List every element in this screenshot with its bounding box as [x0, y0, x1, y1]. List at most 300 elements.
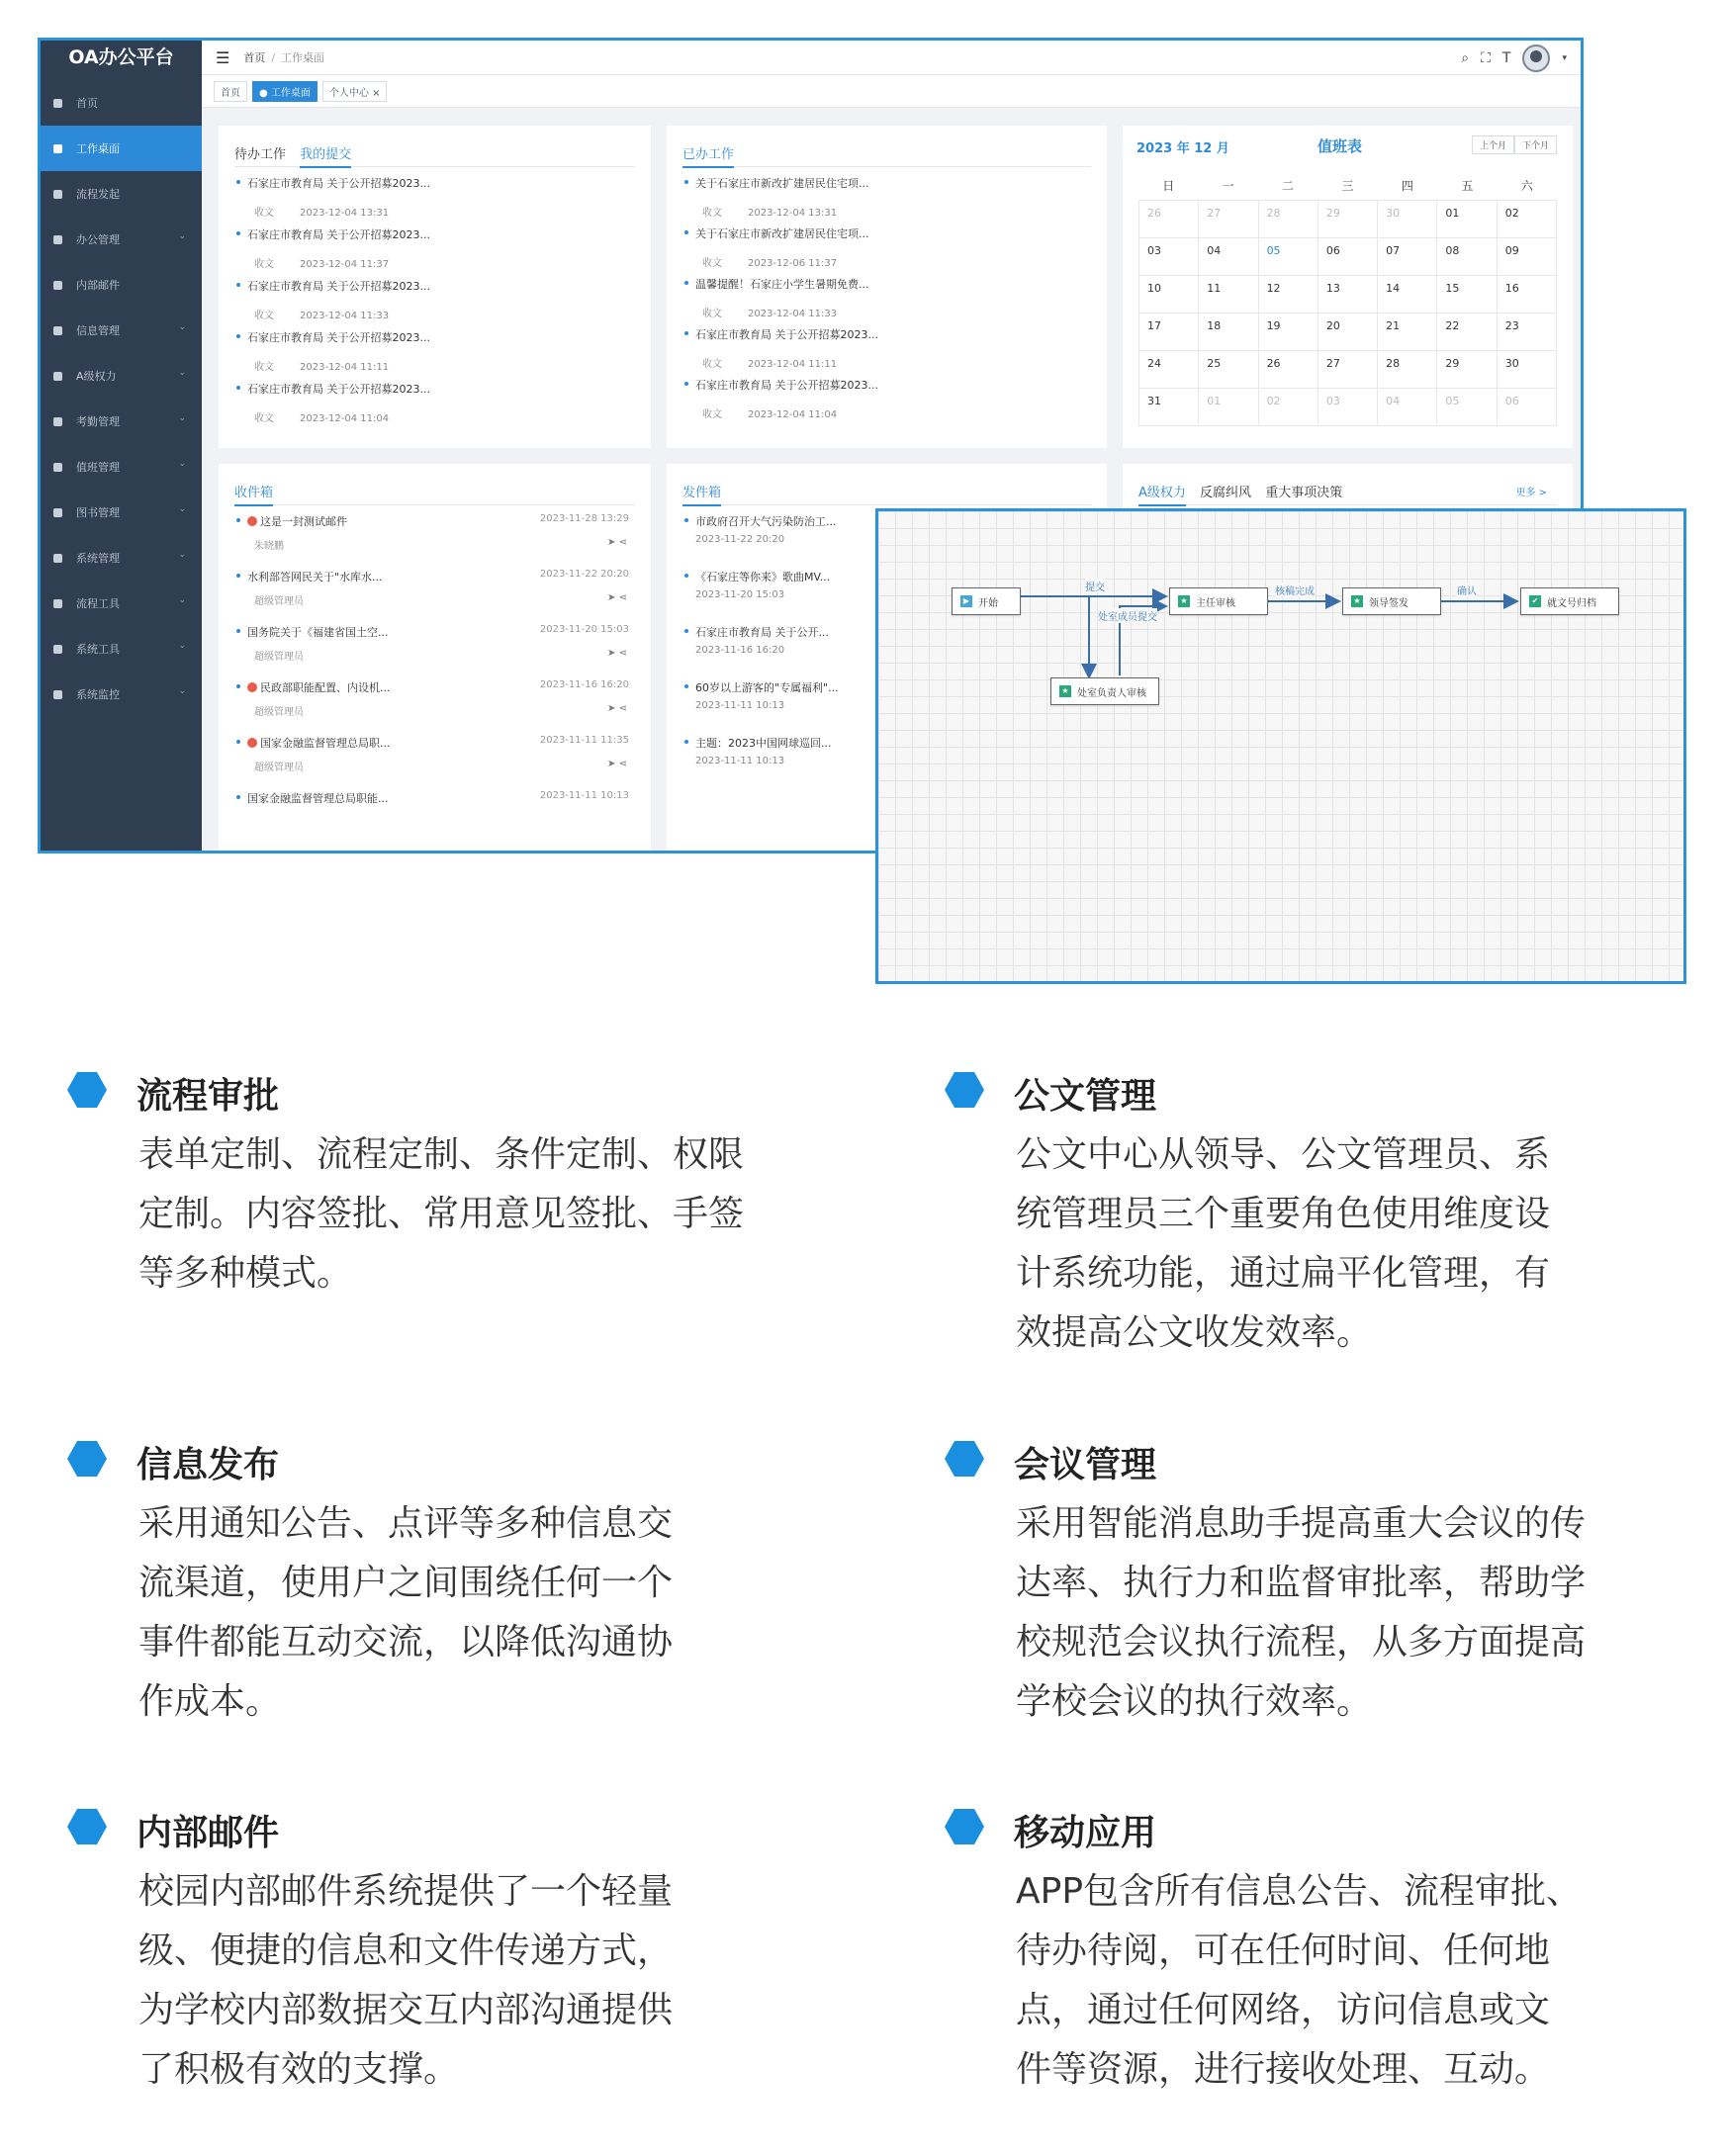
feature-block	[67, 1437, 760, 1744]
item-time: 2023-12-04 11:37	[300, 259, 390, 270]
send-icon	[53, 190, 62, 199]
edge-label-submit: 提交	[1085, 579, 1105, 593]
node-label: 主任审核	[1196, 597, 1235, 609]
feature-line: 统管理员三个重要角色使用维度设	[1016, 1194, 1551, 1234]
sidebar-item-label: 办公管理	[76, 233, 120, 246]
sidebar-item[interactable]	[41, 626, 202, 672]
node-label: 就文号归档	[1547, 597, 1596, 609]
sidebar-item-label: 系统工具	[76, 643, 120, 656]
sidebar-item-label: 系统监控	[76, 688, 120, 701]
edge-label-section-submit: 处室成员提交	[1098, 608, 1157, 623]
tab-a-level-power[interactable]: A级权力	[1138, 486, 1186, 506]
item-type: 收文	[702, 258, 722, 269]
send-icon[interactable]: ➤	[607, 537, 616, 548]
mail-actions	[607, 703, 627, 714]
sidebar-item[interactable]	[41, 444, 202, 490]
hexagon-icon	[945, 1807, 984, 1846]
calendar-day[interactable]: 24	[1139, 351, 1199, 389]
feature-title: 流程审批	[136, 1076, 280, 1117]
mail-sender: 超级管理员	[254, 707, 304, 718]
feature-line: 流渠道，使用户之间围绕任何一个	[138, 1563, 674, 1603]
sidebar-item-label: 系统管理	[76, 552, 120, 565]
item-time: 2023-12-04 13:31	[748, 208, 838, 219]
chevron-down-icon: ⌄	[178, 231, 186, 241]
send-icon[interactable]: ➤	[607, 648, 616, 659]
tab-inbox[interactable]: 收件箱	[234, 486, 273, 506]
share-icon[interactable]: ⋖	[615, 648, 627, 659]
sidebar-item[interactable]	[41, 672, 202, 717]
key-icon	[53, 372, 62, 381]
send-icon[interactable]: ➤	[607, 703, 616, 714]
globe-icon	[53, 326, 62, 335]
list-item[interactable]	[236, 624, 637, 679]
tab-done-work[interactable]: 已办工作	[682, 147, 734, 168]
sidebar-item[interactable]	[41, 262, 202, 308]
feature-line: 为学校内部数据交互内部沟通提供	[138, 1990, 674, 2030]
sidebar-item-label: 工作桌面	[76, 142, 120, 155]
feature-line: 计系统功能，通过扁平化管理，有	[1016, 1253, 1551, 1294]
item-title[interactable]: 关于石家庄市新改扩建居民住宅项...	[684, 225, 1093, 241]
chevron-down-icon: ⌄	[178, 322, 186, 332]
header-tools	[1461, 45, 1567, 72]
done-work-card	[667, 126, 1107, 448]
item-title[interactable]: 石家庄市教育局 关于公开招募2023...	[236, 226, 637, 242]
sidebar-item[interactable]	[41, 308, 202, 353]
sidebar-item[interactable]	[41, 535, 202, 581]
mail-subject: 民政部职能配置、内设机...	[260, 681, 391, 694]
item-time: 2023-12-04 11:04	[748, 409, 838, 420]
sidebar-item[interactable]	[41, 126, 202, 171]
feature-line: 等多种模式。	[138, 1253, 353, 1294]
breadcrumb-current: 工作桌面	[281, 51, 325, 64]
item-type: 收文	[702, 409, 722, 420]
item-title[interactable]: 石家庄市教育局 关于公开招募2023...	[684, 326, 1093, 342]
mail-sender: 超级管理员	[254, 652, 304, 663]
calendar-day[interactable]: 05	[1259, 238, 1318, 276]
hamburger-menu-icon[interactable]: ☰	[216, 47, 230, 67]
feature-description	[1016, 1494, 1586, 1732]
calendar-day[interactable]: 28	[1259, 201, 1318, 238]
tab-todo[interactable]: 待办工作	[234, 147, 287, 162]
sidebar-item-label: 流程工具	[76, 597, 120, 610]
feature-title: 公文管理	[1014, 1076, 1157, 1117]
item-time: 2023-12-04 11:11	[748, 359, 838, 370]
prev-month-button[interactable]: 上个月	[1472, 135, 1514, 154]
sidebar-item[interactable]	[41, 490, 202, 535]
feature-block	[945, 1805, 1637, 2111]
feature-line: 学校会议的执行效率。	[1016, 1681, 1373, 1722]
node-label: 处室负责人审核	[1077, 687, 1146, 699]
calendar-day[interactable]: 08	[1437, 238, 1497, 276]
mail-icon	[53, 281, 62, 290]
calendar-grid	[1138, 200, 1557, 426]
item-time: 2023-12-04 11:33	[300, 311, 390, 321]
copy-icon	[53, 235, 62, 244]
weekday-label: 日	[1162, 179, 1175, 193]
item-time: 2023-12-04 13:31	[300, 208, 390, 219]
calendar-day[interactable]: 26	[1139, 201, 1199, 238]
item-time: 2023-12-04 11:11	[300, 362, 390, 373]
sidebar-item-label: 流程发起	[76, 188, 120, 201]
workflow-designer	[875, 508, 1686, 984]
sidebar-item[interactable]	[41, 217, 202, 262]
list-item[interactable]	[236, 278, 637, 329]
tool-icon	[53, 599, 62, 608]
feature-line: APP包含所有信息公告、流程审批、	[1016, 1871, 1583, 1912]
breadcrumb-home[interactable]: 首页	[243, 51, 266, 64]
calendar-day[interactable]: 30	[1378, 201, 1437, 238]
mail-time: 2023-11-22 20:20	[539, 569, 629, 580]
feature-line: 公文中心从领导、公文管理员、系	[1016, 1134, 1551, 1175]
flag-icon	[247, 516, 257, 526]
calendar-day[interactable]: 29	[1318, 201, 1378, 238]
flow-node-director[interactable]	[1169, 587, 1268, 615]
mail-time: 2023-11-11 11:35	[539, 735, 629, 746]
calendar-day[interactable]: 06	[1498, 389, 1557, 426]
item-meta	[684, 254, 1093, 269]
item-title[interactable]: 关于石家庄市新改扩建居民住宅项...	[684, 175, 1093, 191]
tag-item[interactable]: 首页	[214, 81, 247, 102]
item-title[interactable]: 石家庄市教育局 关于公开招募2023...	[236, 329, 637, 345]
calendar-day[interactable]: 07	[1378, 238, 1437, 276]
flag-icon	[247, 738, 257, 748]
feature-line: 采用通知公告、点评等多种信息交	[138, 1503, 674, 1544]
mail-sender: 超级管理员	[254, 763, 304, 773]
item-meta	[236, 255, 637, 270]
item-type: 收文	[702, 309, 722, 319]
tags-view	[202, 74, 1581, 108]
chevron-down-icon: ⌄	[178, 459, 186, 469]
calendar-day[interactable]: 27	[1199, 201, 1258, 238]
feature-description	[138, 1862, 673, 2100]
calendar-day[interactable]: 09	[1498, 238, 1557, 276]
inbox-list	[236, 513, 637, 846]
item-type: 收文	[254, 413, 274, 424]
mail-actions	[607, 592, 627, 603]
item-time: 2023-11-11 10:13	[695, 756, 785, 766]
calendar-day[interactable]: 23	[1498, 314, 1557, 351]
feature-line: 效提高公文收发效率。	[1016, 1312, 1373, 1353]
calendar-day[interactable]: 12	[1259, 276, 1318, 314]
sidebar-item-label: 值班管理	[76, 461, 120, 474]
calendar-day[interactable]: 26	[1259, 351, 1318, 389]
feature-block	[945, 1437, 1637, 1744]
sidebar-item-label: 内部邮件	[76, 279, 120, 292]
node-label: 开始	[978, 597, 998, 609]
list-item[interactable]	[236, 513, 637, 569]
feature-block	[67, 1068, 760, 1375]
calendar-day[interactable]: 29	[1437, 351, 1497, 389]
next-month-button[interactable]: 下个月	[1514, 135, 1557, 154]
mail-subject: 国务院关于《福建省国土空...	[247, 626, 389, 639]
list-item[interactable]	[236, 175, 637, 226]
calendar-day[interactable]: 21	[1378, 314, 1437, 351]
calendar-day[interactable]: 17	[1139, 314, 1199, 351]
feature-line: 表单定制、流程定制、条件定制、权限	[138, 1134, 745, 1175]
feature-line: 校园内部邮件系统提供了一个轻量	[138, 1871, 674, 1912]
feature-line: 待办待阅，可在任何时间、任何地	[1016, 1931, 1551, 1971]
sidebar-item[interactable]	[41, 353, 202, 399]
feature-line: 采用智能消息助手提高重大会议的传	[1016, 1503, 1587, 1544]
item-type: 收文	[254, 311, 274, 321]
calendar-month: 2023 年 12 月	[1136, 141, 1229, 156]
feature-line: 了积极有效的支撑。	[138, 2049, 460, 2090]
calendar-day[interactable]: 02	[1259, 389, 1318, 426]
item-time: 2023-11-11 10:13	[695, 700, 785, 711]
calendar-day[interactable]: 20	[1318, 314, 1378, 351]
feature-line: 事件都能互动交流，以降低沟通协	[138, 1622, 674, 1662]
item-title[interactable]: 《石家庄等你来》歌曲MV...	[684, 569, 1093, 584]
mail-sender: 超级管理员	[254, 596, 304, 607]
edge-label-confirm: 确认	[1457, 583, 1477, 597]
document-icon	[53, 463, 62, 472]
feature-description	[138, 1494, 673, 1732]
calendar-day[interactable]: 16	[1498, 276, 1557, 314]
feature-line: 达率、执行力和监督审批率，帮助学	[1016, 1563, 1587, 1603]
calendar-day[interactable]: 01	[1437, 201, 1497, 238]
sidebar-item-label: 首页	[76, 97, 98, 110]
card-tabs	[1138, 482, 1557, 505]
chevron-down-icon: ⌄	[178, 550, 186, 560]
calendar-day[interactable]: 31	[1139, 389, 1199, 426]
mail-time: 2023-11-11 10:13	[539, 790, 629, 801]
list-item[interactable]	[236, 735, 637, 790]
mail-sender: 朱晓鹏	[254, 541, 284, 552]
calendar-day[interactable]: 27	[1318, 351, 1378, 389]
mail-subject: 这是一封测试邮件	[260, 515, 347, 528]
list-item[interactable]	[684, 377, 1093, 427]
item-type: 收文	[254, 362, 274, 373]
flow-node-leader[interactable]	[1342, 587, 1441, 615]
list-item[interactable]	[684, 225, 1093, 276]
list-item[interactable]	[236, 790, 637, 846]
feature-line: 点，通过任何网络，访问信息或文	[1016, 1990, 1551, 2030]
feature-block	[67, 1805, 760, 2111]
share-icon[interactable]: ⋖	[615, 537, 627, 548]
star-icon: ★	[1059, 685, 1071, 697]
font-size-icon[interactable]: T	[1501, 50, 1511, 66]
dashboard-icon	[53, 99, 62, 108]
sidebar-item-label: A级权力	[76, 370, 117, 383]
calendar-day[interactable]: 15	[1437, 276, 1497, 314]
weekday-label: 五	[1461, 179, 1474, 193]
mail-actions	[607, 759, 627, 769]
send-icon[interactable]: ➤	[607, 592, 616, 603]
flow-node-section[interactable]	[1050, 677, 1159, 705]
flow-node-start[interactable]	[952, 587, 1021, 615]
calendar-day[interactable]: 18	[1199, 314, 1258, 351]
list-item[interactable]	[236, 226, 637, 278]
weekday-label: 二	[1282, 179, 1295, 193]
calendar-weekdays	[1138, 177, 1557, 194]
feature-title: 内部邮件	[136, 1813, 280, 1853]
calendar-title: 值班表	[1317, 137, 1363, 155]
calendar-day[interactable]: 01	[1199, 389, 1258, 426]
item-meta	[684, 305, 1093, 319]
card-tabs	[682, 143, 1091, 167]
search-icon[interactable]: ⌕	[1461, 50, 1470, 66]
feature-description	[1016, 1125, 1550, 1363]
sidebar-item[interactable]	[41, 581, 202, 626]
check-icon: ✔	[1529, 595, 1541, 607]
item-meta	[684, 355, 1093, 370]
feature-block	[945, 1068, 1637, 1375]
item-meta	[236, 307, 637, 321]
avatar[interactable]	[1522, 45, 1550, 72]
calendar-day[interactable]: 19	[1259, 314, 1318, 351]
calendar-nav	[1472, 135, 1557, 154]
calendar-day[interactable]: 13	[1318, 276, 1378, 314]
inbox-card	[219, 464, 651, 853]
feature-title: 信息发布	[136, 1445, 280, 1485]
tag-item[interactable]: ● 工作桌面	[252, 81, 318, 102]
weekday-label: 四	[1401, 179, 1413, 193]
feature-title: 会议管理	[1014, 1445, 1157, 1485]
tab-major-decisions[interactable]: 重大事项决策	[1265, 486, 1343, 500]
calendar-day[interactable]: 30	[1498, 351, 1557, 389]
calendar-day[interactable]: 11	[1199, 276, 1258, 314]
item-title[interactable]: 温馨提醒！石家庄小学生暑期免费...	[684, 276, 1093, 292]
chevron-down-icon: ⌄	[178, 413, 186, 423]
calendar-day[interactable]: 05	[1437, 389, 1497, 426]
item-title[interactable]: 石家庄市教育局 关于公开...	[684, 624, 1093, 640]
item-time: 2023-11-22 20:20	[695, 534, 785, 545]
dashboard-icon	[53, 144, 62, 153]
calendar-day[interactable]: 22	[1437, 314, 1497, 351]
mail-time: 2023-11-16 16:20	[539, 679, 629, 690]
list-item[interactable]	[684, 175, 1093, 225]
feature-line: 级、便捷的信息和文件传递方式，	[138, 1931, 674, 1971]
item-time: 2023-11-20 15:03	[695, 589, 785, 600]
item-time: 2023-12-04 11:04	[300, 413, 390, 424]
sidebar-item-label: 信息管理	[76, 324, 120, 337]
tab-anti-corruption[interactable]: 反腐纠风	[1200, 486, 1252, 500]
app-logo: OA办公平台	[68, 46, 174, 68]
item-time: 2023-12-06 11:37	[748, 258, 838, 269]
calendar-day[interactable]: 02	[1498, 201, 1557, 238]
sidebar-item[interactable]	[41, 171, 202, 217]
my-submissions-card	[219, 126, 651, 448]
item-type: 收文	[254, 208, 274, 219]
calendar-day[interactable]: 10	[1139, 276, 1199, 314]
calendar-icon	[53, 417, 62, 426]
submission-list	[236, 175, 637, 432]
flow-node-archive[interactable]	[1520, 587, 1619, 615]
mail-time: 2023-11-20 15:03	[539, 624, 629, 635]
sidebar-item-label: 考勤管理	[76, 415, 120, 428]
sidebar-item[interactable]	[41, 80, 202, 126]
feature-line: 件等资源，进行接收处理、互动。	[1016, 2049, 1551, 2090]
item-meta	[236, 358, 637, 373]
item-title[interactable]: 石家庄市教育局 关于公开招募2023...	[236, 381, 637, 397]
item-meta	[236, 204, 637, 219]
mail-actions	[607, 648, 627, 659]
hexagon-icon	[67, 1807, 107, 1846]
calendar-day[interactable]: 04	[1199, 238, 1258, 276]
mail-subject: 国家金融监督管理总局职能...	[247, 792, 389, 805]
calendar-day[interactable]: 03	[1139, 238, 1199, 276]
list-item[interactable]	[236, 381, 637, 432]
card-tabs	[234, 143, 635, 167]
feature-title: 移动应用	[1014, 1813, 1157, 1853]
share-icon[interactable]: ⋖	[615, 759, 627, 769]
monitor-icon	[53, 690, 62, 699]
sidebar-item[interactable]	[41, 399, 202, 444]
item-title[interactable]: 石家庄市教育局 关于公开招募2023...	[236, 278, 637, 294]
item-title[interactable]: 主题：2023中国网球巡回...	[684, 735, 1093, 751]
book-icon	[53, 508, 62, 517]
item-meta	[684, 405, 1093, 420]
flag-icon	[247, 682, 257, 692]
sidebar	[41, 41, 202, 851]
list-item[interactable]	[236, 569, 637, 624]
hexagon-icon	[67, 1439, 107, 1479]
edge-label-draft-done: 核稿完成	[1275, 583, 1315, 597]
share-icon[interactable]: ⋖	[615, 703, 627, 714]
chevron-down-icon[interactable]: ▾	[1562, 53, 1567, 63]
mail-time: 2023-11-28 13:29	[539, 513, 629, 524]
mail-subject: 水利部答网民关于"水库水...	[247, 571, 383, 584]
send-icon[interactable]: ➤	[607, 759, 616, 769]
hexagon-icon	[945, 1070, 984, 1110]
weekday-label: 六	[1520, 179, 1533, 193]
chevron-down-icon: ⌄	[178, 686, 186, 696]
sidebar-item-label: 图书管理	[76, 506, 120, 519]
chevron-down-icon: ⌄	[178, 641, 186, 651]
breadcrumb-separator: /	[271, 50, 276, 64]
fullscreen-icon[interactable]: ⛶	[1481, 50, 1491, 66]
feature-description	[138, 1125, 744, 1303]
calendar-day[interactable]: 25	[1199, 351, 1258, 389]
tab-my-submissions[interactable]: 我的提交	[300, 147, 351, 168]
node-label: 领导签发	[1369, 597, 1408, 609]
share-icon[interactable]: ⋖	[615, 592, 627, 603]
tab-outbox[interactable]: 发件箱	[682, 486, 721, 506]
chevron-down-icon: ⌄	[178, 504, 186, 514]
mail-subject: 国家金融监督管理总局职...	[260, 737, 391, 750]
list-item[interactable]	[236, 329, 637, 381]
calendar-day[interactable]: 28	[1378, 351, 1437, 389]
star-icon: ★	[1178, 595, 1190, 607]
list-item[interactable]	[684, 326, 1093, 377]
feature-description	[1016, 1862, 1582, 2100]
feature-line: 校规范会议执行流程，从多方面提高	[1016, 1622, 1587, 1662]
calendar-day[interactable]: 03	[1318, 389, 1378, 426]
item-meta	[684, 204, 1093, 219]
card-tabs	[234, 482, 635, 505]
duty-calendar-card	[1123, 126, 1573, 448]
calendar-day[interactable]: 14	[1378, 276, 1437, 314]
item-title[interactable]: 市政府召开大气污染防治工...	[684, 513, 1093, 529]
top-bar	[202, 41, 1581, 74]
calendar-day[interactable]: 04	[1378, 389, 1437, 426]
calendar-day[interactable]: 06	[1318, 238, 1378, 276]
list-item[interactable]	[236, 679, 637, 735]
play-icon: ▶	[960, 595, 972, 607]
item-time: 2023-12-04 11:33	[748, 309, 838, 319]
more-link[interactable]: 更多 >	[1515, 488, 1547, 498]
item-time: 2023-11-16 16:20	[695, 645, 785, 656]
tag-item[interactable]: 个人中心 ×	[322, 81, 388, 102]
item-title[interactable]: 石家庄市教育局 关于公开招募2023...	[684, 377, 1093, 393]
item-type: 收文	[702, 208, 722, 219]
list-item[interactable]	[684, 276, 1093, 326]
toolbox-icon	[53, 645, 62, 654]
item-title[interactable]: 60岁以上游客的"专属福利"...	[684, 679, 1093, 695]
item-title[interactable]: 石家庄市教育局 关于公开招募2023...	[236, 175, 637, 191]
sidebar-nav	[41, 80, 202, 717]
mail-actions	[607, 537, 627, 548]
